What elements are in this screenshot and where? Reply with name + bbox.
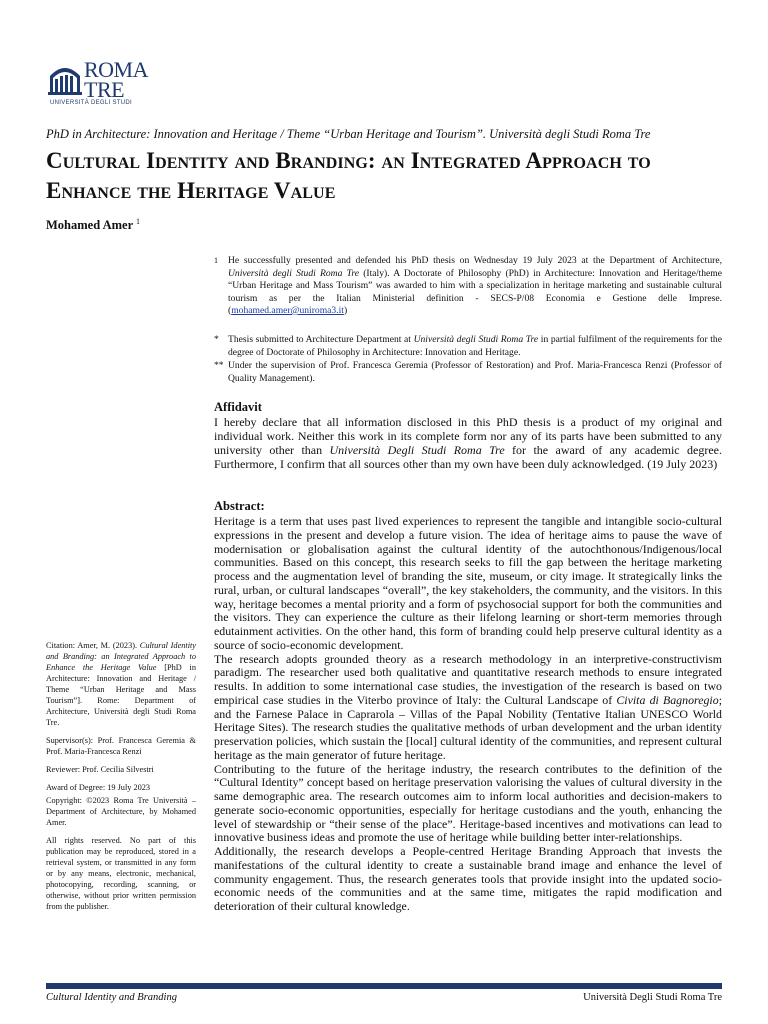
footnote-1-text-a: He successfully presented and defended his PhD thesis on Wednesday 19 July 2023 at the Department of Architecture, <box>228 255 722 266</box>
author-footnote-mark: 1 <box>136 217 141 226</box>
footnote-1-mark: 1 <box>214 256 218 265</box>
award-date: Award of Degree: 19 July 2023 <box>46 783 151 792</box>
paper-title: Cultural Identity and Branding: an Integrated Approach to Enhance the Heritage Value <box>46 148 651 203</box>
footnote-1 <box>214 255 722 318</box>
roma-tre-emblem-icon <box>48 62 82 96</box>
footnote-1-text-c: ) <box>343 305 348 316</box>
abstract-body <box>214 515 722 914</box>
abstract-paragraph-1: Heritage is a term that uses past lived experiences to represent the tangible and intangible socio-cultural expressions in the present and develop a future vision. The idea of heritage aims to pause the wave of modernisation or globalisation against the cultural identity of the autochthonous/Indigenous/local communities. Based on this concept, this research seeks to fill the gap between the heritage marketing process and the augmentation level of branding the site, museum, or city image. It strategically links the rural, urban, or cultural landscapes “overall”, the key stakeholders, the community, and the visitors. In this way, heritage becomes a mental priority and a form of psychosocial support for both the communities and the visitors. They can experience the culture as their lifelong learning or short-term memories through edutainment activities. On the other hand, this form of branding could help preserve cultural identity as a source of socio-economic development. <box>214 514 722 652</box>
footnote-star <box>214 334 722 359</box>
author-name: Mohamed Amer <box>46 218 133 233</box>
footnote-star-italic: Università degli Studi Roma Tre <box>413 334 539 345</box>
citation-sidebar <box>46 640 196 919</box>
abstract-heading: Abstract: <box>214 499 265 513</box>
logo-text-top: ROMA <box>84 57 149 82</box>
footer-rule <box>46 983 722 989</box>
footnote-star-text-a: Thesis submitted to Architecture Department at <box>228 334 414 345</box>
reviewer: Reviewer: Prof. Cecilia Silvestri <box>46 765 154 774</box>
abstract-italic: Civita di Bagnoregio <box>616 692 719 707</box>
footer-running-title: Cultural Identity and Branding <box>46 992 177 1003</box>
footnote-1-italic: Università degli Studi Roma Tre <box>228 267 360 279</box>
footnote-star-mark: * <box>214 334 219 345</box>
author-email-link[interactable]: mohamed.amer@uniroma3.it <box>231 305 344 316</box>
citation-italic: Cultural Identity and Branding: an Integrated Approach to Enhance the Heritage Value <box>46 641 196 672</box>
abstract-paragraph-2: The research adopts grounded theory as a research methodology in an interpretive-constructivism paradigm. The researcher used both qualitative and quantitative research methods to ensure integrated results. In addition to some international case studies, the investigation of the research is based on two empirical case studies in the Viterbo province of Italy: the Cultural Landscape of Civita di Bagnoregio; and the Farnese Palace in Caprarola – Villas of the Papal Nobility (Tentative Italian UNESCO World Heritage Sites). The research studies the qualitative methods of urban development and the urban identity preservation policies, which sustain the [local] cultural identity of the communities, and represent cultural heritage as the main generator of future heritage. <box>214 651 722 762</box>
footnote-double-star-text: Under the supervision of Prof. Francesca Geremia (Professor of Restoration) and Prof. Maria-Francesca Renzi (Professor of Quality Management). <box>228 360 722 384</box>
affidavit-text: I hereby declare that all information disclosed in this PhD thesis is a product of my original and individual work. Neither this work in its complete form nor any of its parts have been submitted to any university other than Università Degli Studi Roma Tre for the award of any academic degree. Furthermore, I confirm that all sources other than my own have been duly acknowledged. (19 July 2023) <box>214 415 723 471</box>
university-logo <box>46 57 149 106</box>
rights-statement: All rights reserved. No part of this publication may be reproduced, stored in a retrieval system, or transmitted in any form or by any means, electronic, mechanical, photocopying, recording, scanning, or otherwise, without prior written permission from the publisher. <box>46 836 196 911</box>
logo-text-bottom: TRE <box>84 77 125 102</box>
footnote-double-star-mark: ** <box>214 360 224 371</box>
abstract-paragraph-3: Contributing to the future of the heritage industry, the research contributes to the definition of the “Cultural Identity” concept based on heritage preservation valorising the values of cultural diversity in the same demographic area. The research outcomes aim to inform local authorities and decision-makers to generate socio-economic opportunities, especially for heritage custodians and the youth, enhancing the level of stewardship or “their sense of the place”. Heritage-based incentives and motivations can lead to innovative business ideas and promote the use of heritage while building better inter-relationships. <box>214 761 722 845</box>
affidavit-italic: Università Degli Studi Roma Tre <box>329 443 505 457</box>
programme-line: PhD in Architecture: Innovation and Heritage / Theme “Urban Heritage and Tourism”. Università degli Studi Roma Tre <box>46 127 651 141</box>
supervisors: Supervisor(s): Prof. Francesca Geremia & Prof. Maria-Francesca Renzi <box>46 736 196 756</box>
footnote-star-text-b: in partial fulfilment of the requirements for the degree of Doctorate of Philosophy in Architecture: Innovation and Heritage. <box>228 334 722 358</box>
footnote-double-star <box>214 360 722 385</box>
footer-institution: Università Degli Studi Roma Tre <box>583 992 722 1003</box>
abstract-paragraph-4: Additionally, the research develops a People-centred Heritage Branding Approach that invests the manifestations of the cultural identity to create a sustainable brand image and enhance the level of community engagement. Thus, the research generates tools that provide insight into the updated socio-economic needs of the communities and at the same time, mitigates the rapid modification and deterioration of their cultural knowledge. <box>214 844 722 913</box>
footnote-1-text-b: (Italy). A Doctorate of Philosophy (PhD) in Architecture: Innovation and Heritage/theme “Urban Heritage and Mass Tourism” was awarded to him with a specialization in heritage marketing and sustainable cultural tourism as per the Italian Ministerial definition - SECS-P/08 Economia e Gestione delle Imprese. ( <box>228 267 722 316</box>
author <box>46 217 140 233</box>
affidavit-heading: Affidavit <box>214 400 262 414</box>
copyright: Copyright: ©2023 Roma Tre Università – Department of Architecture, by Mohamed Amer. <box>46 796 196 827</box>
logo-subtitle: UNIVERSITÀ DEGLI STUDI <box>50 100 132 106</box>
citation: Citation: Amer, M. (2023). Cultural Identity and Branding: an Integrated Approach to Enhance the Heritage Value [PhD in Architecture: Innovation and Heritage / Theme “Urban Heritage and Mass Tourism”]. Rome: Department of Architecture, Università degli Studi Roma Tre. <box>46 641 196 727</box>
